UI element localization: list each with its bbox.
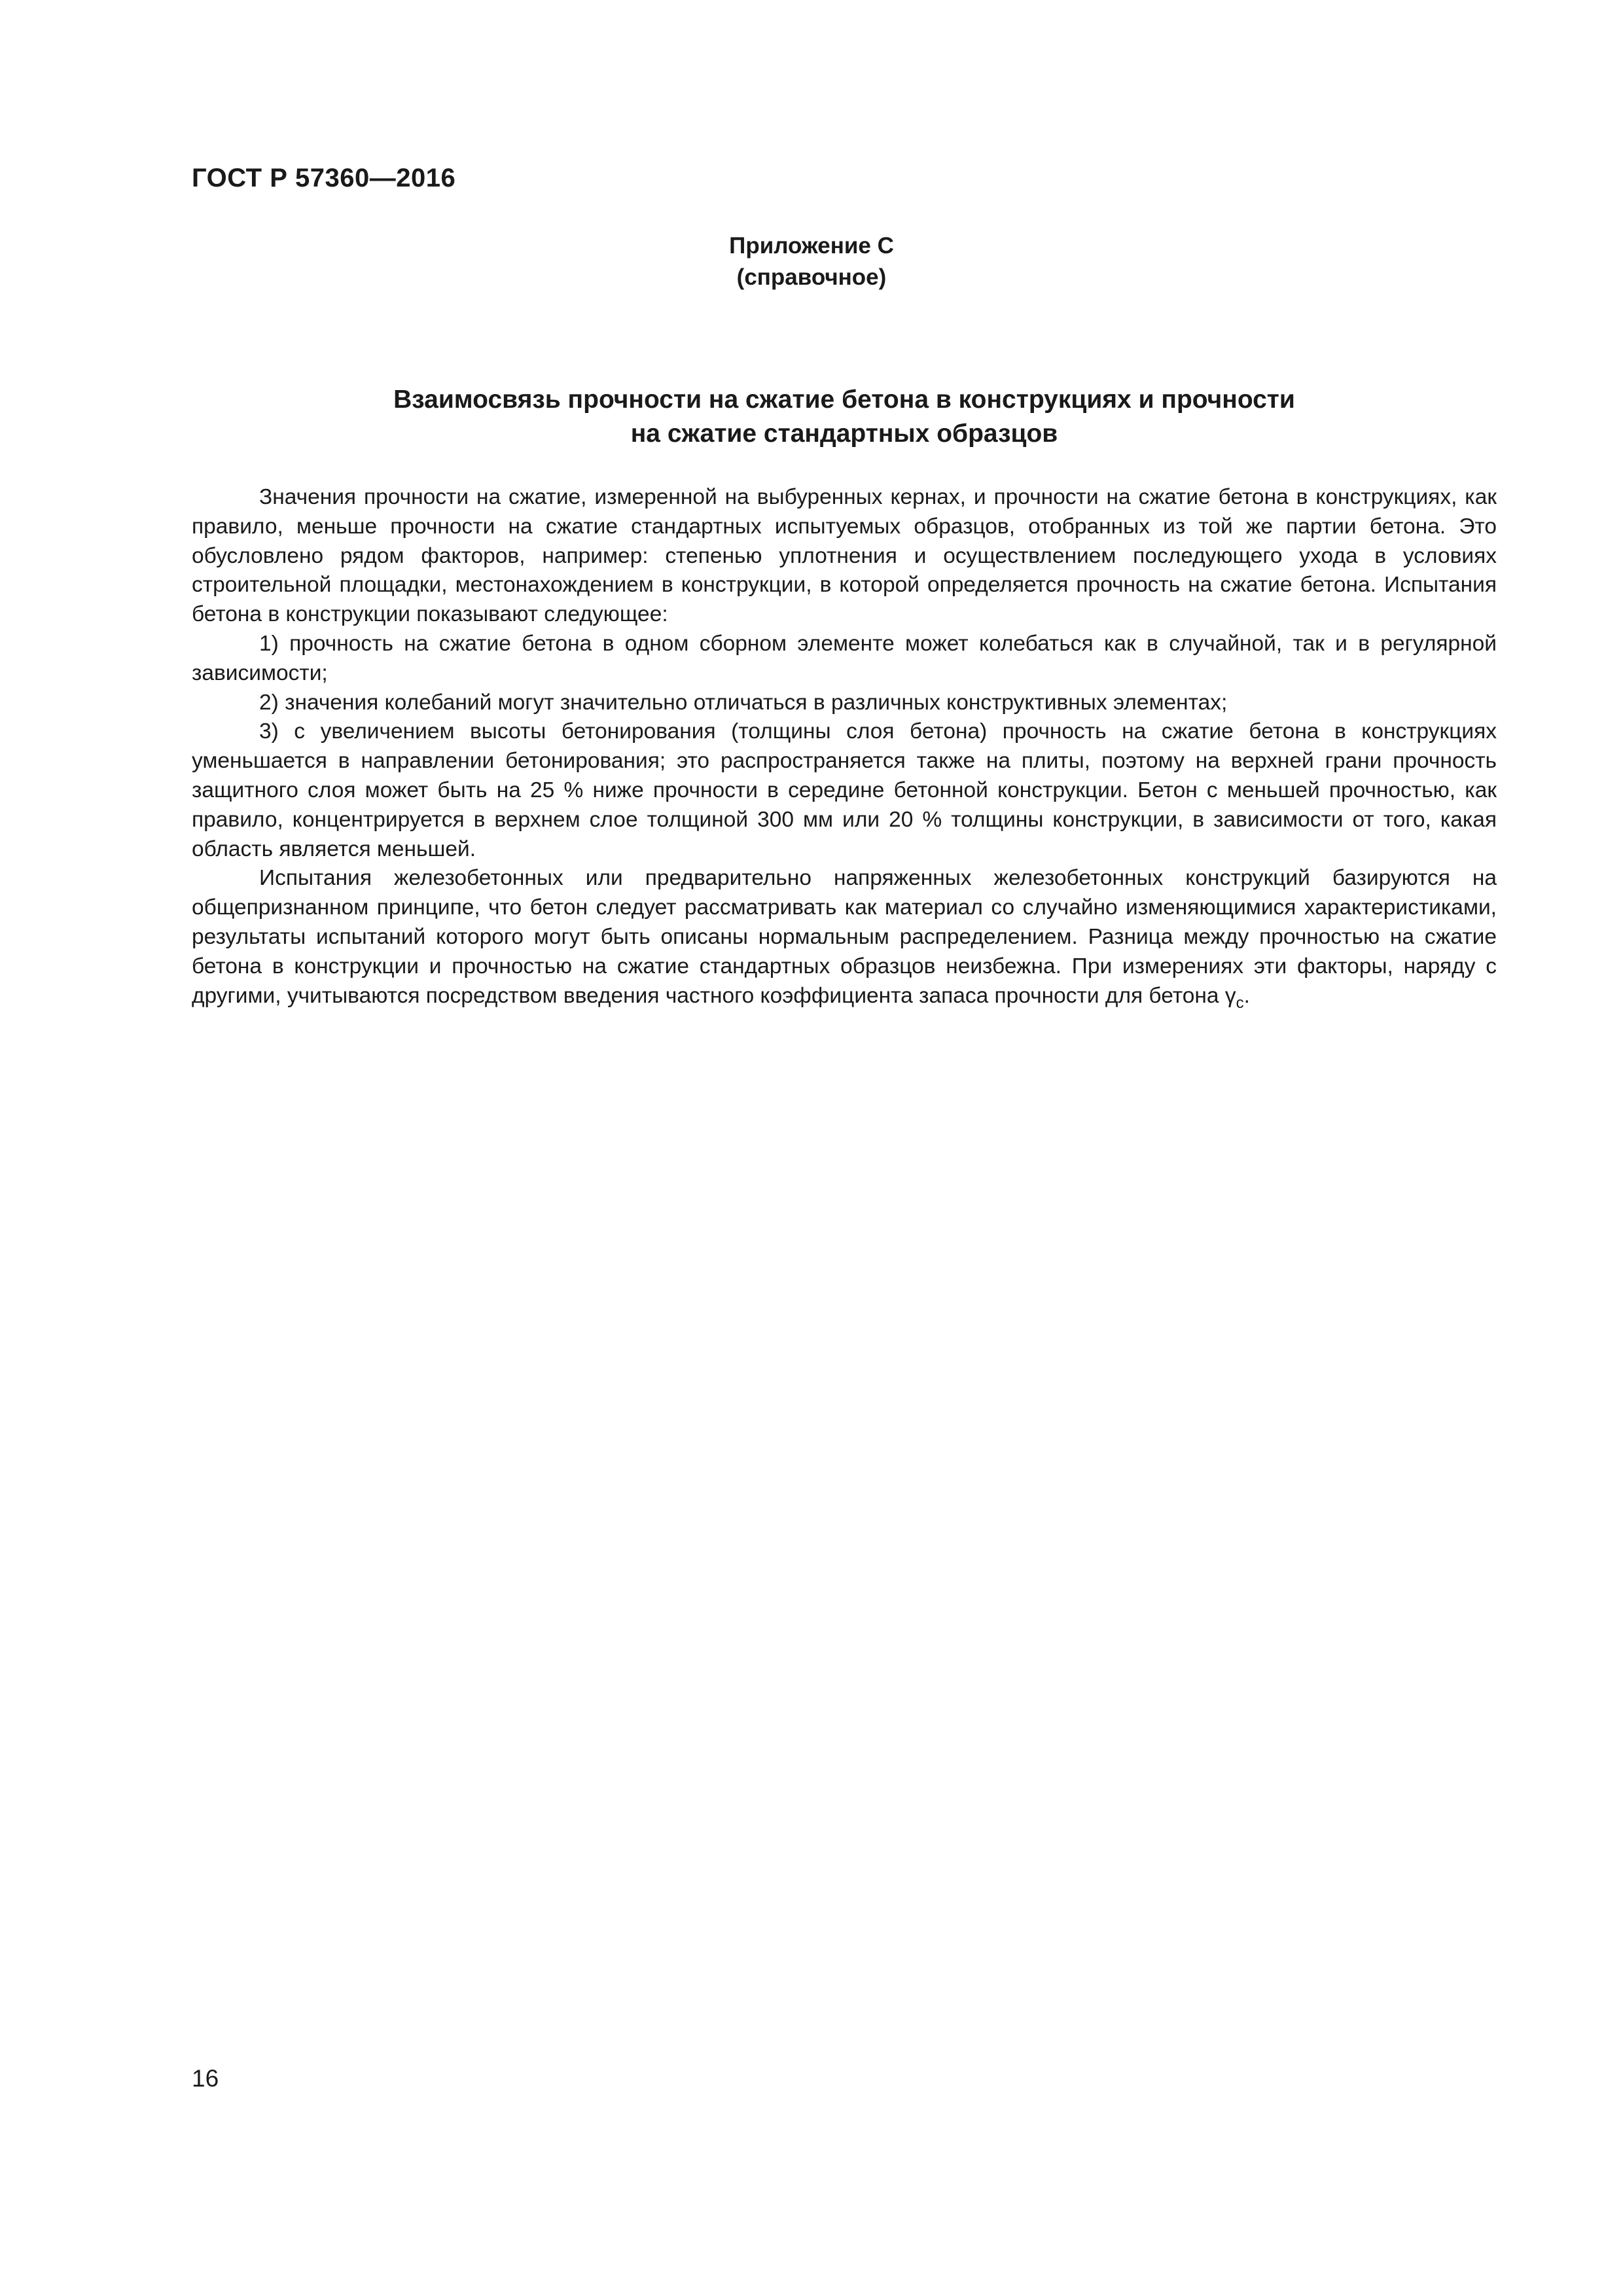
paragraph-conclusion-text: Испытания железобетонных или предварительно напряженных железобетонных конструкций базируются на общепризнанном принципе, что бетон следует рассматривать как материал со случайно изменяющимися характеристиками, результаты испытаний которого могут быть описаны нормальным распределением. Разница между прочностью на сжатие бетона в конструкции и прочностью на сжатие стандартных образцов неизбежна. При измерениях эти факторы, наряду с другими, учитываются посредством введения частного коэффициента запаса прочности для бетона — [192, 866, 1497, 1008]
annex-heading — [0, 230, 1623, 293]
gamma-symbol: $\gamma_c$ — [1224, 983, 1244, 1012]
section-title-line-2: на сжатие стандартных образцов — [630, 420, 1058, 448]
list-item-2: 2) значения колебаний могут значительно отличаться в различных конструктивных элементах; — [259, 690, 1228, 715]
gamma-subscript: c — [1236, 994, 1244, 1012]
page-number: 16 — [192, 2065, 219, 2092]
section-title — [192, 383, 1497, 451]
paragraph-conclusion-end: . — [1243, 983, 1250, 1008]
document-code: ГОСТ Р 57360—2016 — [192, 164, 456, 192]
paragraph-intro: Значения прочности на сжатие, измеренной на выбуренных кернах, и прочности на сжатие бетона в конструкциях, как правило, меньше прочности на сжатие стандартных испытуемых образцов, отобранных из той же партии бетона. Это обусловлено рядом факторов, например: степенью уплотнения и осуществлением последующего ухода в условиях строительной площадки, местонахождением в конструкции, в которой определяется прочность на сжатие бетона. Испытания бетона в конструкции показывают следующее: — [192, 485, 1497, 627]
annex-status: (справочное) — [736, 264, 887, 290]
annex-label: Приложение С — [729, 233, 894, 259]
list-item-1: 1) прочность на сжатие бетона в одном сборном элементе может колебаться как в случайной, так и в регулярной зависимости; — [192, 631, 1497, 685]
section-title-line-1: Взаимосвязь прочности на сжатие бетона в конструкциях и прочности — [393, 386, 1295, 414]
body-text — [192, 483, 1497, 1018]
list-item-3: 3) с увеличением высоты бетонирования (толщины слоя бетона) прочность на сжатие бетона в конструкциях уменьшается в направлении бетонирования; это распространяется также на плиты, поэтому на верхней грани прочность защитного слоя может быть на 25 % ниже прочности в середине бетонной конструкции. Бетон с меньшей прочностью, как правило, концентрируется в верхнем слое толщиной 300 мм или 20 % толщины конструкции, в зависимости от того, какая область является меньшей. — [192, 719, 1497, 861]
paragraph-conclusion — [192, 864, 1497, 1018]
